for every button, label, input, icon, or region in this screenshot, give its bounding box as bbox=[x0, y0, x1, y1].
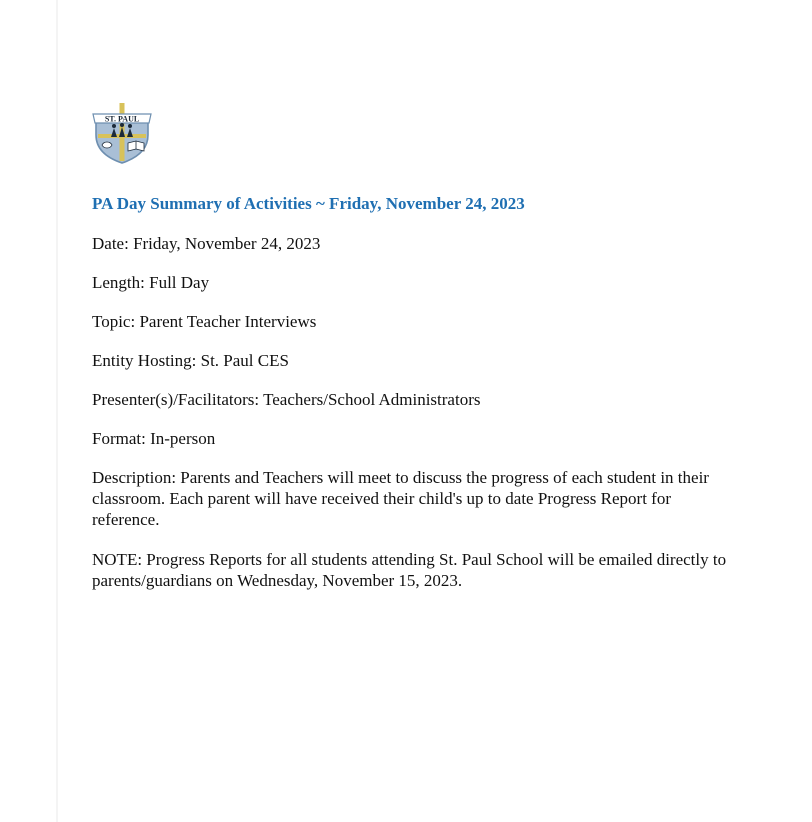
note-paragraph: NOTE: Progress Reports for all students attending St. Paul School will be emailed directly to parents/guardians on Wednesday, November 15, 2023. bbox=[92, 550, 727, 590]
document-content bbox=[92, 193, 732, 610]
st-paul-crest-logo bbox=[90, 101, 154, 165]
page-edge bbox=[56, 0, 58, 822]
presenters-line: Presenter(s)/Facilitators: Teachers/School Administrators bbox=[92, 390, 481, 409]
entity-hosting-line: Entity Hosting: St. Paul CES bbox=[92, 351, 289, 370]
logo-text: ST. PAUL bbox=[104, 114, 140, 124]
length-line: Length: Full Day bbox=[92, 273, 210, 292]
document-title: PA Day Summary of Activities ~ Friday, November 24, 2023 bbox=[92, 194, 525, 213]
format-line: Format: In-person bbox=[92, 429, 216, 448]
topic-line: Topic: Parent Teacher Interviews bbox=[92, 312, 317, 331]
date-line: Date: Friday, November 24, 2023 bbox=[92, 234, 321, 253]
description-paragraph: Description: Parents and Teachers will meet to discuss the progress of each student in their classroom. Each parent will have received their child's up to date Progress Report for reference. bbox=[92, 468, 709, 529]
